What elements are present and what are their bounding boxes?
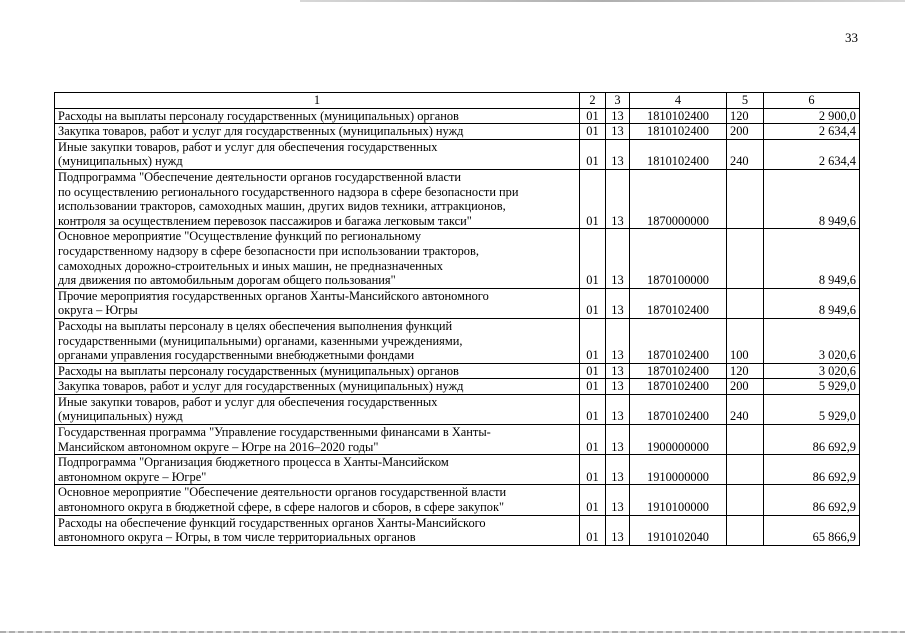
- amount-cell: 3 020,6: [764, 363, 860, 379]
- expense-type-cell: 240: [727, 394, 764, 424]
- expense-name-line: для движения по автомобильным дорогам общего пользования": [58, 273, 396, 288]
- expense-name-line: (муниципальных) нужд: [58, 154, 183, 169]
- section-code-cell: 01: [580, 394, 606, 424]
- subsection-code-cell: 13: [606, 318, 630, 363]
- table-row: [55, 425, 860, 455]
- subsection-code-cell: 13: [606, 394, 630, 424]
- page-number: 33: [845, 30, 858, 45]
- expense-type-cell: 120: [727, 363, 764, 379]
- expense-type-cell: [727, 288, 764, 318]
- expense-name-line: Основное мероприятие "Осуществление функций по региональному: [58, 229, 422, 244]
- section-code-cell: 01: [580, 485, 606, 515]
- table-row: [55, 139, 860, 169]
- subsection-code-cell: 13: [606, 139, 630, 169]
- expense-type-cell: 100: [727, 318, 764, 363]
- amount-cell: 8 949,6: [764, 229, 860, 288]
- expense-type-cell: [727, 169, 764, 228]
- expense-name-cell: [55, 169, 580, 228]
- amount-cell: 2 634,4: [764, 139, 860, 169]
- expense-type-cell: 240: [727, 139, 764, 169]
- expense-name-cell: [55, 229, 580, 288]
- target-article-cell: 1810102400: [630, 108, 727, 124]
- amount-cell: 86 692,9: [764, 455, 860, 485]
- target-article-cell: 1870100000: [630, 229, 727, 288]
- target-article-cell: 1870102400: [630, 363, 727, 379]
- expense-name-cell: [55, 455, 580, 485]
- table-row: [55, 108, 860, 124]
- subsection-code-cell: 13: [606, 515, 630, 545]
- expense-name-cell: [55, 485, 580, 515]
- expense-name-line: Иные закупки товаров, работ и услуг для обеспечения государственных: [58, 139, 438, 154]
- expense-name-cell: [55, 108, 580, 124]
- target-article-cell: 1910100000: [630, 485, 727, 515]
- section-code-cell: 01: [580, 108, 606, 124]
- expense-name-line: автономном округе – Югре": [58, 469, 207, 484]
- subsection-code-cell: 13: [606, 485, 630, 515]
- budget-table-body: [55, 93, 860, 546]
- subsection-code-cell: 13: [606, 363, 630, 379]
- table-row: [55, 318, 860, 363]
- section-code-cell: 01: [580, 288, 606, 318]
- expense-name-cell: [55, 394, 580, 424]
- subsection-code-cell: 13: [606, 169, 630, 228]
- expense-name-line: государственными (муниципальными) органами, казенными учреждениями,: [58, 333, 463, 348]
- table-row: [55, 169, 860, 228]
- expense-name-cell: [55, 379, 580, 395]
- target-article-cell: 1810102400: [630, 139, 727, 169]
- expense-name-line: округа – Югры: [58, 303, 138, 318]
- table-header-row: [55, 93, 860, 109]
- amount-cell: 2 634,4: [764, 124, 860, 140]
- expense-name-line: автономного округа в бюджетной сфере, в сфере налогов и сборов, в сфере закупок": [58, 500, 505, 515]
- expense-name-line: автономного округа – Югры, в том числе территориальных органов: [58, 530, 416, 545]
- amount-cell: 5 929,0: [764, 379, 860, 395]
- header-cell-1: 1: [55, 93, 580, 109]
- expense-name-cell: [55, 288, 580, 318]
- table-row: [55, 229, 860, 288]
- expense-name-cell: [55, 139, 580, 169]
- expense-name-line: Основное мероприятие "Обеспечение деятельности органов государственной власти: [58, 485, 507, 500]
- expense-type-cell: [727, 229, 764, 288]
- amount-cell: 86 692,9: [764, 485, 860, 515]
- header-cell-3: 3: [606, 93, 630, 109]
- table-row: [55, 394, 860, 424]
- target-article-cell: 1810102400: [630, 124, 727, 140]
- target-article-cell: 1870102400: [630, 379, 727, 395]
- subsection-code-cell: 13: [606, 425, 630, 455]
- target-article-cell: 1870000000: [630, 169, 727, 228]
- section-code-cell: 01: [580, 425, 606, 455]
- section-code-cell: 01: [580, 379, 606, 395]
- expense-name-line: по осуществлению регионального государственного надзора в сфере безопасности при: [58, 184, 519, 199]
- expense-name-line: органами управления государственными внебюджетными фондами: [58, 348, 415, 363]
- target-article-cell: 1870102400: [630, 288, 727, 318]
- expense-name-cell: [55, 318, 580, 363]
- subsection-code-cell: 13: [606, 124, 630, 140]
- expense-name-line: Расходы на выплаты персоналу в целях обеспечения выполнения функций: [58, 318, 453, 333]
- subsection-code-cell: 13: [606, 108, 630, 124]
- expense-type-cell: [727, 425, 764, 455]
- subsection-code-cell: 13: [606, 288, 630, 318]
- subsection-code-cell: 13: [606, 379, 630, 395]
- section-code-cell: 01: [580, 139, 606, 169]
- expense-name-cell: [55, 363, 580, 379]
- subsection-code-cell: 13: [606, 455, 630, 485]
- expense-name-line: Прочие мероприятия государственных органов Ханты-Мансийского автономного: [58, 288, 489, 303]
- scan-top-edge: [300, 0, 905, 2]
- section-code-cell: 01: [580, 124, 606, 140]
- subsection-code-cell: 13: [606, 229, 630, 288]
- amount-cell: 86 692,9: [764, 425, 860, 455]
- table-row: [55, 515, 860, 545]
- target-article-cell: 1910102040: [630, 515, 727, 545]
- section-code-cell: 01: [580, 363, 606, 379]
- expense-name-line: Мансийском автономном округе – Югре на 2016–2020 годы": [58, 439, 379, 454]
- section-code-cell: 01: [580, 318, 606, 363]
- expense-name-cell: [55, 124, 580, 140]
- expense-name-line: (муниципальных) нужд: [58, 409, 183, 424]
- amount-cell: 8 949,6: [764, 169, 860, 228]
- table-row: [55, 124, 860, 140]
- header-cell-4: 4: [630, 93, 727, 109]
- expense-name-line: Расходы на обеспечение функций государственных органов Ханты-Мансийского: [58, 515, 486, 530]
- table-row: [55, 485, 860, 515]
- amount-cell: 5 929,0: [764, 394, 860, 424]
- table-row: [55, 363, 860, 379]
- target-article-cell: 1900000000: [630, 425, 727, 455]
- section-code-cell: 01: [580, 455, 606, 485]
- expense-name-line: Расходы на выплаты персоналу государственных (муниципальных) органов: [58, 363, 459, 378]
- target-article-cell: 1910000000: [630, 455, 727, 485]
- expense-name-line: самоходных дорожно-строительных и иных машин, не предназначенных: [58, 258, 443, 273]
- budget-table: [54, 92, 860, 546]
- expense-type-cell: 120: [727, 108, 764, 124]
- expense-name-line: Закупка товаров, работ и услуг для государственных (муниципальных) нужд: [58, 379, 464, 394]
- expense-type-cell: 200: [727, 124, 764, 140]
- table-row: [55, 379, 860, 395]
- target-article-cell: 1870102400: [630, 394, 727, 424]
- section-code-cell: 01: [580, 515, 606, 545]
- target-article-cell: 1870102400: [630, 318, 727, 363]
- expense-type-cell: [727, 455, 764, 485]
- amount-cell: 8 949,6: [764, 288, 860, 318]
- amount-cell: 2 900,0: [764, 108, 860, 124]
- expense-name-cell: [55, 515, 580, 545]
- expense-name-line: Государственная программа "Управление государственными финансами в Ханты-: [58, 425, 491, 440]
- scan-bottom-edge: [0, 631, 905, 633]
- table-row: [55, 288, 860, 318]
- header-cell-5: 5: [727, 93, 764, 109]
- section-code-cell: 01: [580, 169, 606, 228]
- expense-name-line: контроля за осуществлением перевозок пассажиров и багажа легковым такси": [58, 213, 472, 228]
- section-code-cell: 01: [580, 229, 606, 288]
- expense-name-line: Закупка товаров, работ и услуг для государственных (муниципальных) нужд: [58, 124, 464, 139]
- expense-name-line: Расходы на выплаты персоналу государственных (муниципальных) органов: [58, 108, 459, 123]
- expense-name-cell: [55, 425, 580, 455]
- header-cell-6: 6: [764, 93, 860, 109]
- expense-name-line: Иные закупки товаров, работ и услуг для обеспечения государственных: [58, 394, 438, 409]
- amount-cell: 3 020,6: [764, 318, 860, 363]
- expense-name-line: государственному надзору в сфере безопасности при использовании тракторов,: [58, 243, 479, 258]
- expense-type-cell: [727, 485, 764, 515]
- table-row: [55, 455, 860, 485]
- expense-name-line: использовании тракторов, самоходных машин, других видов техники, аттракционов,: [58, 199, 506, 214]
- expense-name-line: Подпрограмма "Обеспечение деятельности органов государственной власти: [58, 169, 462, 184]
- expense-type-cell: 200: [727, 379, 764, 395]
- amount-cell: 65 866,9: [764, 515, 860, 545]
- expense-type-cell: [727, 515, 764, 545]
- header-cell-2: 2: [580, 93, 606, 109]
- expense-name-line: Подпрограмма "Организация бюджетного процесса в Ханты-Мансийском: [58, 455, 449, 470]
